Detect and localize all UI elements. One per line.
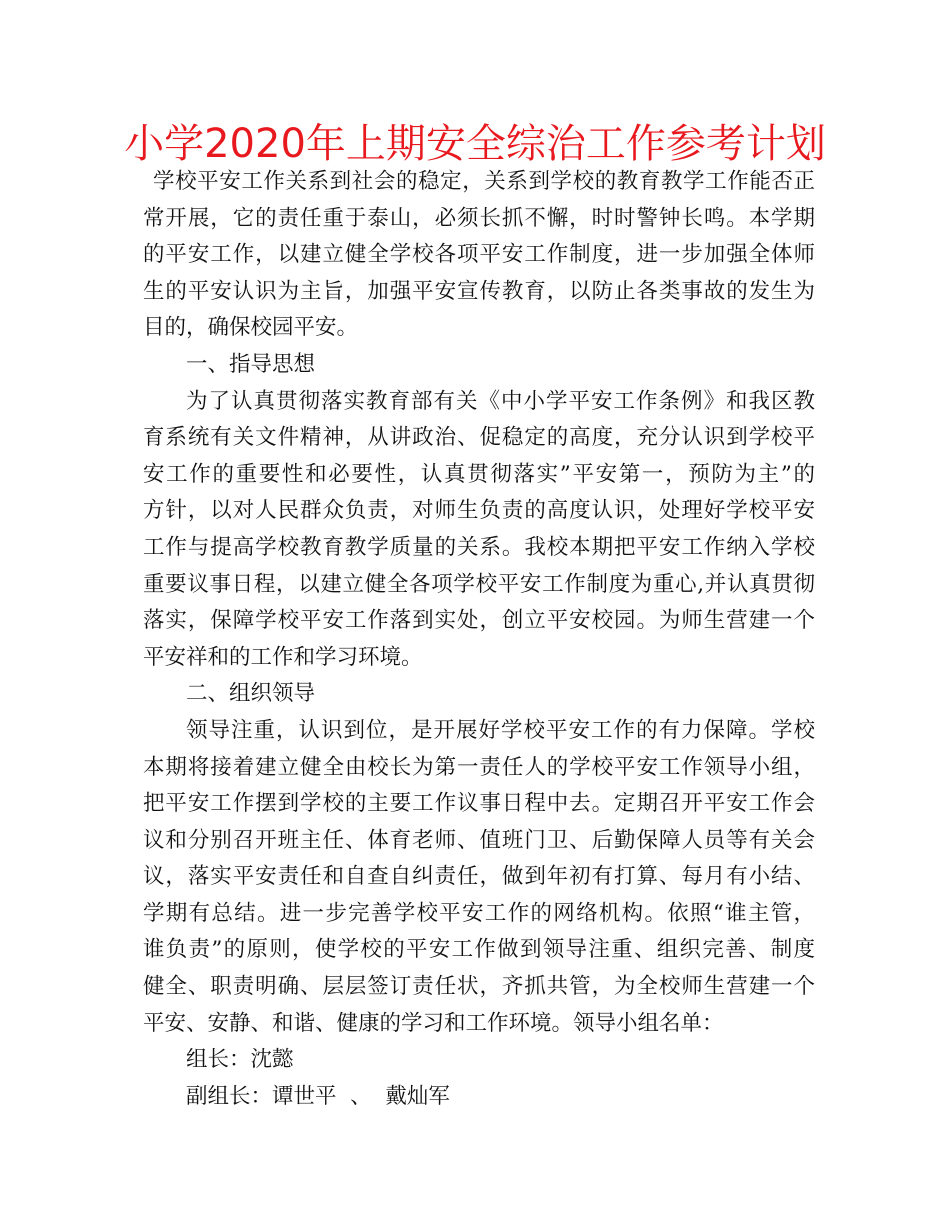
section1-heading: 一、指导思想: [186, 351, 316, 377]
document-title: 小学2020年上期安全综治工作参考计划: [124, 121, 826, 167]
section2-line: 把平安工作摆到学校的主要工作议事日程中去。定期召开平安工作会: [143, 791, 815, 817]
section1-line: 重要议事日程，以建立健全各项学校平安工作制度为重心,并认真贯彻: [143, 571, 815, 597]
intro-line: 学校平安工作关系到社会的稳定，关系到学校的教育教学工作能否正: [153, 169, 815, 194]
section1-line: 方针，以对人民群众负责，对师生负责的高度认识，处理好学校平安: [143, 498, 815, 524]
section1-line: 育系统有关文件精神，从讲政治、促稳定的高度，充分认识到学校平: [143, 425, 815, 451]
intro-line: 常开展，它的责任重于泰山，必须长抓不懈，时时警钟长鸣。本学期: [143, 205, 815, 231]
intro-line: 目的，确保校园平安。: [143, 315, 359, 341]
section2-line: 学期有总结。进一步完善学校平安工作的网络机构。依照“谁主管，: [143, 900, 815, 926]
section2-line: 议，落实平安责任和自查自纠责任，做到年初有打算、每月有小结、: [143, 864, 815, 890]
section1-line: 平安祥和的工作和学习环境。: [143, 644, 423, 670]
section1-paragraph: [143, 384, 815, 677]
intro-line: 的平安工作，以建立健全学校各项平安工作制度，进一步加强全体师: [143, 242, 815, 268]
section2-line: 本期将接着建立健全由校长为第一责任人的学校平安工作领导小组，: [143, 754, 815, 780]
section2-line: 健全、职责明确、层层签订责任状，齐抓共管，为全校师生营建一个: [143, 974, 815, 1000]
document-body: [143, 164, 815, 1115]
section2-line: 领导注重，认识到位，是开展好学校平安工作的有力保障。学校: [186, 717, 815, 743]
section2-heading: 二、组织领导: [186, 681, 316, 707]
section1-line: 安工作的重要性和必要性，认真贯彻落实”平安第一，预防为主”的: [143, 461, 815, 487]
intro-line: 生的平安认识为主旨，加强平安宣传教育，以防止各类事故的发生为: [143, 278, 815, 304]
deputy-line: 副组长：谭世平 、 戴灿军: [186, 1083, 450, 1109]
section2-line: 平安、安静、和谐、健康的学习和工作环境。领导小组名单：: [143, 1010, 724, 1036]
section1-line: 为了认真贯彻落实教育部有关《中小学平安工作条例》和我区教: [186, 388, 815, 414]
leader-line: 组长：沈懿: [186, 1047, 294, 1073]
intro-paragraph: [143, 164, 815, 347]
section2-line: 议和分别召开班主任、体育老师、值班门卫、后勤保障人员等有关会: [143, 827, 815, 853]
section2-line: 谁负责”的原则，使学校的平安工作做到领导注重、组织完善、制度: [143, 937, 815, 963]
section1-line: 落实，保障学校平安工作落到实处，创立平安校园。为师生营建一个: [143, 608, 815, 634]
section2-paragraph: [143, 713, 815, 1042]
section1-line: 工作与提高学校教育教学质量的关系。我校本期把平安工作纳入学校: [143, 534, 815, 560]
